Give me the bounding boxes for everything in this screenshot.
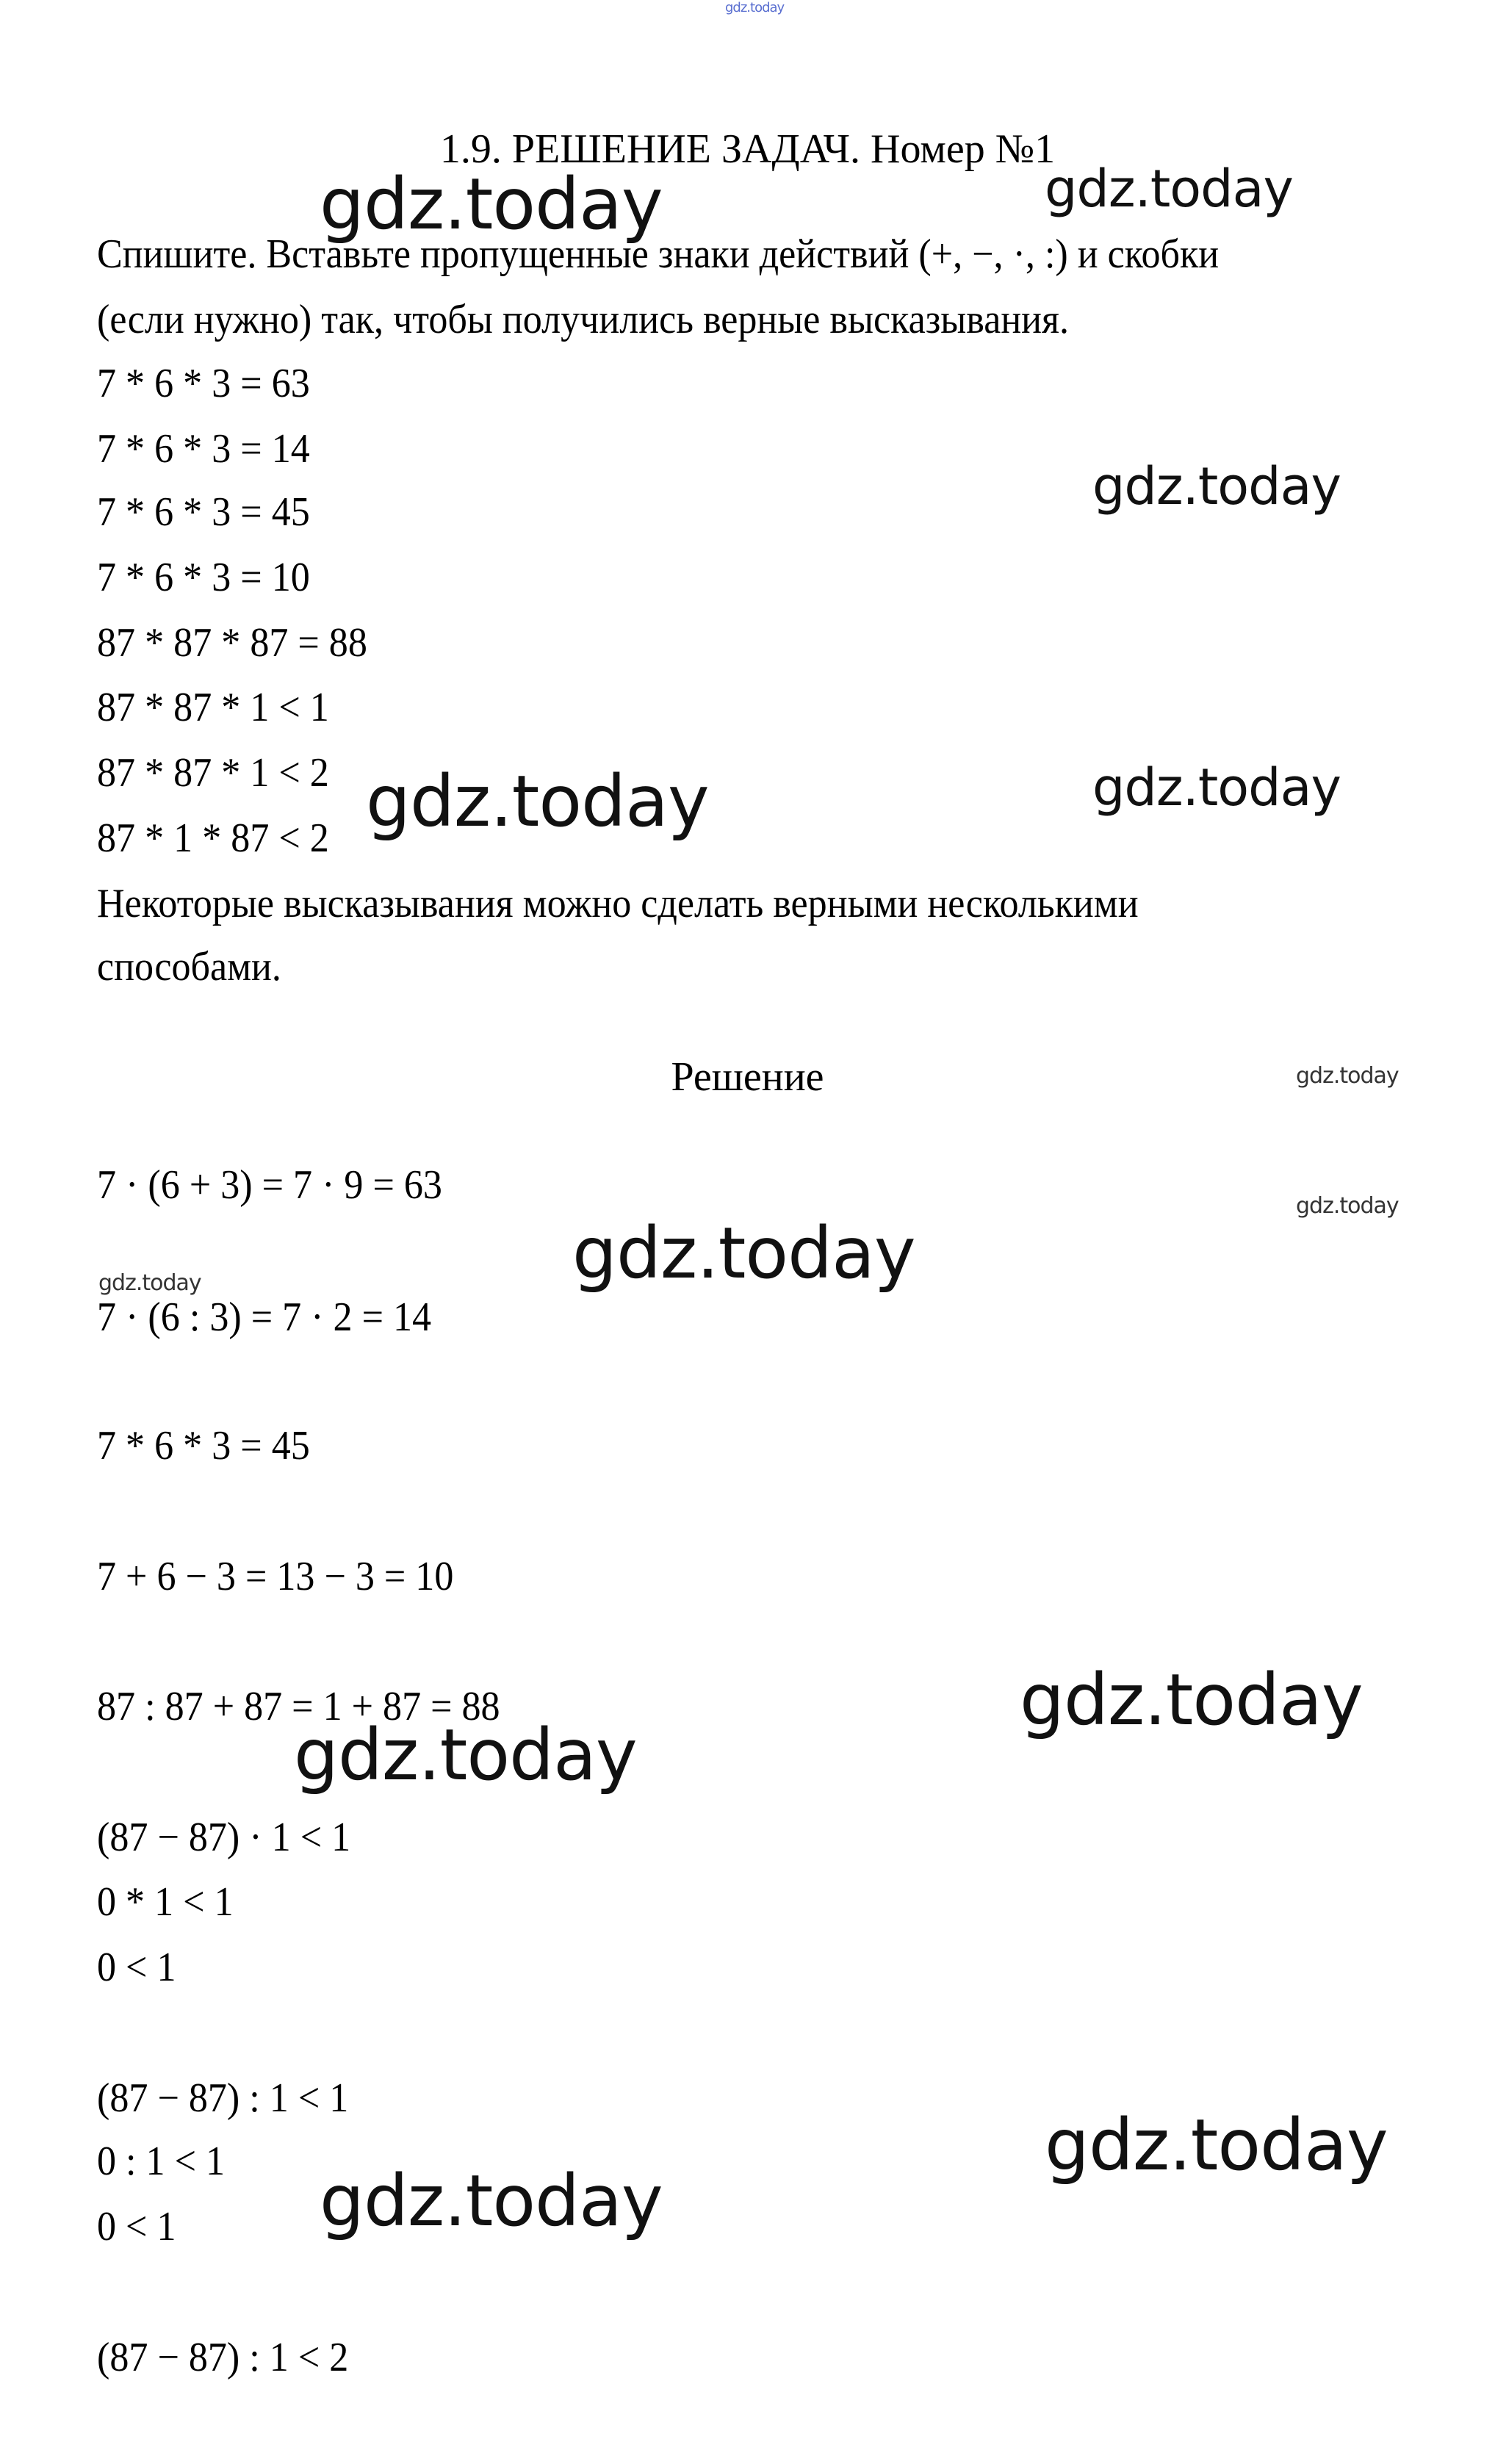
solution-line: 0 < 1 [97, 2204, 176, 2249]
task-expression: 7 * 6 * 3 = 14 [97, 426, 310, 472]
solution-line: (87 − 87) : 1 < 1 [97, 2075, 349, 2121]
watermark: gdz.today [1296, 1193, 1399, 1219]
solution-line: 7 · (6 : 3) = 7 · 2 = 14 [97, 1294, 432, 1340]
task-expression: 87 * 87 * 1 < 2 [97, 750, 329, 796]
watermark: gdz.today [1045, 2104, 1388, 2186]
watermark: gdz.today [1020, 1659, 1363, 1741]
task-note-line: Некоторые высказывания можно сделать верными несколькими [97, 881, 1139, 926]
watermark: gdz.today [1092, 757, 1341, 818]
watermark: gdz.today [725, 0, 785, 15]
task-expression: 7 * 6 * 3 = 63 [97, 361, 310, 406]
solution-line: 7 + 6 − 3 = 13 − 3 = 10 [97, 1554, 454, 1599]
solution-line: 7 · (6 + 3) = 7 · 9 = 63 [97, 1162, 442, 1208]
watermark: gdz.today [366, 760, 709, 843]
solution-line: 0 : 1 < 1 [97, 2139, 226, 2184]
task-expression: 87 * 87 * 87 = 88 [97, 620, 367, 666]
task-expression: 87 * 87 * 1 < 1 [97, 685, 329, 730]
task-expression: 7 * 6 * 3 = 45 [97, 489, 310, 535]
task-text-line: (если нужно) так, чтобы получились верные высказывания. [97, 297, 1070, 342]
solution-heading: Решение [671, 1054, 824, 1100]
watermark: gdz.today [98, 1270, 201, 1296]
solution-line: (87 − 87) · 1 < 1 [97, 1815, 351, 1860]
watermark: gdz.today [320, 2160, 663, 2242]
watermark: gdz.today [1045, 159, 1293, 219]
task-note-line: способами. [97, 944, 281, 990]
watermark: gdz.today [1296, 1063, 1399, 1089]
solution-line: 0 * 1 < 1 [97, 1879, 234, 1925]
task-text-line: Спишите. Вставьте пропущенные знаки действий (+, −, ·, :) и скобки [97, 231, 1220, 277]
solution-line: 87 : 87 + 87 = 1 + 87 = 88 [97, 1684, 500, 1729]
watermark: gdz.today [1092, 456, 1341, 516]
watermark: gdz.today [320, 163, 663, 245]
page-title: 1.9. РЕШЕНИЕ ЗАДАЧ. Номер №1 [439, 126, 1056, 172]
task-expression: 7 * 6 * 3 = 10 [97, 555, 310, 600]
watermark: gdz.today [294, 1714, 637, 1796]
task-expression: 87 * 1 * 87 < 2 [97, 815, 329, 861]
watermark: gdz.today [572, 1212, 915, 1294]
solution-line: 7 * 6 * 3 = 45 [97, 1423, 310, 1469]
solution-line: (87 − 87) : 1 < 2 [97, 2335, 349, 2380]
solution-line: 0 < 1 [97, 1945, 176, 1990]
